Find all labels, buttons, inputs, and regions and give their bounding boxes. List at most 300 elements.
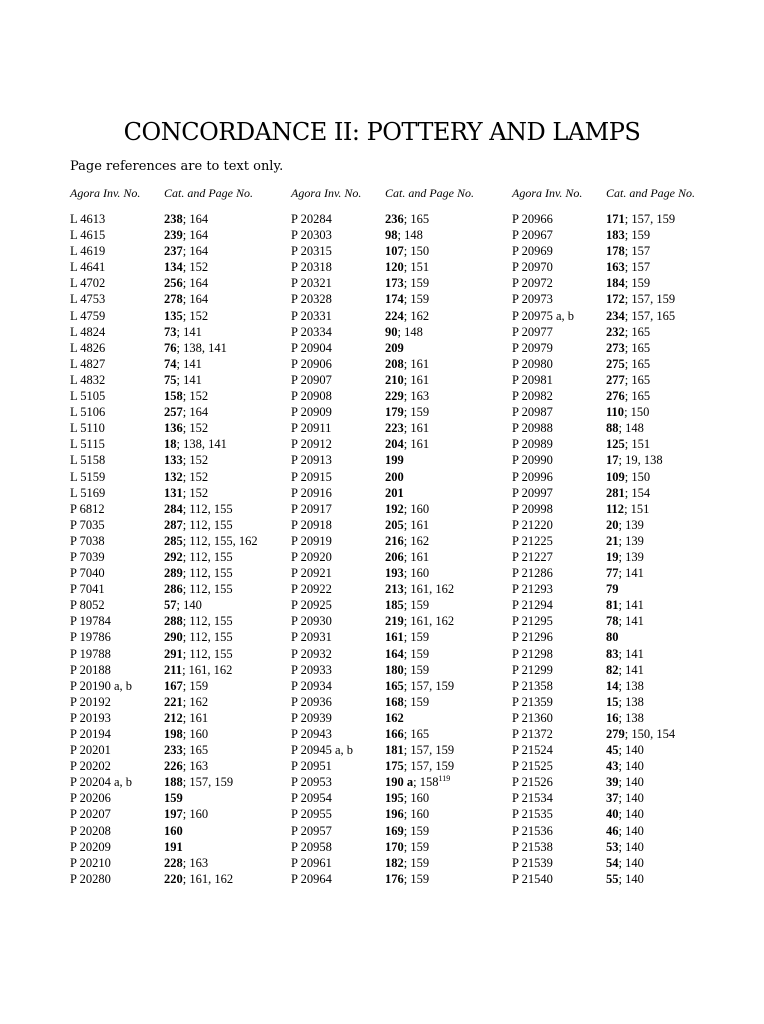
page-references: ; 159: [403, 839, 430, 854]
concordance-row: [512, 775, 742, 791]
inventory-number: P 20943: [291, 727, 332, 741]
catalogue-number: 21: [606, 533, 619, 548]
page-references: ; 150: [624, 405, 650, 420]
inventory-number: P 21296: [512, 630, 553, 645]
page-references: ; 159: [403, 405, 430, 420]
catalogue-number: 288: [164, 614, 183, 629]
catalogue-number: 176: [385, 871, 404, 886]
page-references: ; 161, 162: [403, 582, 455, 597]
catalogue-number: 257: [164, 405, 183, 420]
catalogue-number: 46: [606, 823, 619, 838]
inventory-number: L 4613: [70, 212, 106, 226]
inventory-number: L 4641: [70, 260, 106, 275]
concordance-row: [70, 405, 300, 421]
page-references: ; 159: [403, 871, 430, 886]
concordance-row: [512, 470, 742, 486]
inventory-number: P 20303: [291, 228, 332, 243]
page-references: ; 157: [624, 260, 651, 275]
page-references: ; 159: [182, 678, 209, 693]
page-references: ; 160: [182, 807, 209, 822]
concordance-row: [70, 840, 300, 856]
page-references: ; 154: [624, 485, 651, 500]
inventory-number: P 20987: [512, 405, 553, 420]
inventory-number: P 20951: [291, 759, 332, 774]
inventory-number: P 20979: [512, 340, 553, 355]
catalogue-entry: [385, 292, 429, 307]
catalogue-number: 190 a: [385, 775, 414, 790]
inventory-number: P 20954: [291, 791, 332, 806]
page-references: ; 157: [624, 244, 651, 259]
inventory-number: P 20904: [291, 340, 332, 355]
inventory-number: P 20922: [291, 582, 332, 597]
page-references: ; 161: [403, 517, 430, 532]
concordance-row: [291, 276, 521, 292]
catalogue-entry: [385, 502, 429, 517]
catalogue-number: 184: [606, 276, 625, 291]
catalogue-number: 219: [385, 614, 404, 629]
catalogue-number: 110: [606, 405, 625, 420]
header-cat: Cat. and Page No.: [385, 186, 474, 200]
page-references: ; 151: [403, 260, 430, 275]
page-references: ; 152: [182, 469, 209, 484]
inventory-number: P 21227: [512, 549, 553, 564]
catalogue-number: 112: [606, 501, 625, 516]
concordance-row: [512, 260, 742, 276]
concordance-row: [512, 357, 742, 373]
catalogue-number: 284: [164, 501, 183, 516]
catalogue-number: 88: [606, 421, 619, 436]
page-references: ; 140: [618, 807, 644, 822]
inventory-number: L 4619: [70, 244, 106, 259]
concordance-row: [291, 582, 521, 598]
catalogue-number: 14: [606, 678, 619, 693]
catalogue-entry: [385, 695, 429, 710]
page-references: ; 164: [182, 405, 209, 420]
catalogue-entry: [606, 325, 650, 340]
concordance-row: [70, 470, 300, 486]
page-references: ; 152: [182, 485, 209, 500]
catalogue-number: 185: [385, 598, 404, 613]
concordance-row: [70, 679, 300, 695]
inventory-number: P 20207: [70, 807, 111, 822]
catalogue-entry: [385, 325, 423, 340]
catalogue-number: 162: [385, 710, 404, 725]
catalogue-number: 279: [606, 727, 625, 741]
concordance-row: [512, 630, 742, 646]
catalogue-number: 277: [606, 372, 625, 387]
inventory-number: P 20917: [291, 501, 332, 516]
catalogue-entry: [164, 679, 208, 694]
inventory-number: L 5105: [70, 389, 106, 404]
page-references: ; 159: [403, 598, 430, 613]
page-references: ; 165: [624, 324, 651, 339]
page-references: ; 151: [624, 437, 651, 452]
concordance-row: [512, 647, 742, 663]
inventory-number: P 20284: [291, 212, 332, 226]
inventory-number: P 20913: [291, 453, 332, 468]
catalogue-entry: [606, 743, 644, 758]
inventory-number: P 21540: [512, 871, 553, 886]
page-references: ; 164: [182, 292, 209, 307]
catalogue-number: 229: [385, 389, 404, 404]
catalogue-number: 133: [164, 453, 183, 468]
catalogue-entry: [385, 663, 429, 678]
page-references: ; 141: [176, 356, 202, 371]
catalogue-entry: [385, 840, 429, 855]
catalogue-entry: [606, 373, 650, 388]
inventory-number: P 20973: [512, 292, 553, 307]
inventory-number: P 20194: [70, 727, 111, 741]
inventory-number: P 20934: [291, 678, 332, 693]
concordance-row: [70, 309, 300, 325]
page-references: ; 160: [403, 501, 430, 516]
concordance-row: [291, 341, 521, 357]
catalogue-entry: [606, 486, 650, 501]
page-references: ; 138: [618, 710, 644, 725]
inventory-number: P 21539: [512, 855, 553, 870]
page-references: ; 140: [618, 759, 644, 774]
catalogue-number: 197: [164, 807, 183, 822]
catalogue-number: 82: [606, 662, 619, 677]
header-cat: Cat. and Page No.: [606, 186, 695, 200]
catalogue-entry: [164, 566, 233, 581]
catalogue-number: 74: [164, 356, 177, 371]
catalogue-entry: [164, 486, 208, 501]
concordance-row: [512, 743, 742, 759]
catalogue-number: 20: [606, 517, 619, 532]
catalogue-entry: [606, 550, 644, 565]
inventory-number: P 21293: [512, 582, 553, 597]
catalogue-number: 170: [385, 839, 404, 854]
page-references: ; 159: [403, 292, 430, 307]
catalogue-number: 226: [164, 759, 183, 774]
page-references: ; 165: [624, 389, 651, 404]
header-inv: Agora Inv. No.: [291, 186, 362, 200]
catalogue-entry: [164, 743, 208, 758]
catalogue-entry: [385, 872, 429, 887]
concordance-row: [70, 292, 300, 308]
concordance-row: [70, 421, 300, 437]
concordance-row: [512, 373, 742, 389]
concordance-row: [291, 212, 521, 228]
inventory-number: P 21220: [512, 517, 553, 532]
catalogue-number: 276: [606, 389, 625, 404]
catalogue-number: 98: [385, 228, 398, 243]
catalogue-number: 83: [606, 646, 619, 661]
catalogue-entry: [164, 325, 202, 340]
concordance-row: [291, 775, 521, 791]
catalogue-number: 161: [385, 630, 404, 645]
inventory-number: P 20961: [291, 855, 332, 870]
page-references: ; 165: [624, 356, 651, 371]
catalogue-entry: [164, 276, 208, 291]
catalogue-entry: [606, 244, 650, 259]
page-references: ; 152: [182, 308, 209, 323]
concordance-row: [70, 566, 300, 582]
concordance-row: [291, 695, 521, 711]
catalogue-entry: [164, 807, 208, 822]
page-references: ; 112, 155: [182, 566, 233, 581]
page-references: ; 161: [403, 549, 430, 564]
inventory-number: P 20188: [70, 662, 111, 677]
concordance-row: [512, 502, 742, 518]
catalogue-number: 78: [606, 614, 619, 629]
concordance-row: [512, 791, 742, 807]
page-references: ; 165: [624, 340, 651, 355]
concordance-row: [512, 486, 742, 502]
catalogue-number: 125: [606, 437, 625, 452]
inventory-number: P 20930: [291, 614, 332, 629]
inventory-number: P 20996: [512, 469, 553, 484]
inventory-number: P 20925: [291, 598, 332, 613]
catalogue-entry: [385, 791, 429, 806]
catalogue-entry: [606, 598, 644, 613]
inventory-number: P 20967: [512, 228, 553, 243]
catalogue-entry: [164, 228, 208, 243]
page-references: ; 157, 159: [182, 775, 234, 790]
inventory-number: P 20977: [512, 324, 553, 339]
concordance-row: [512, 453, 742, 469]
inventory-number: P 20909: [291, 405, 332, 420]
inventory-number: L 4615: [70, 228, 106, 243]
catalogue-number: 195: [385, 791, 404, 806]
page-references: ; 161: [403, 421, 430, 436]
page-references: ; 150: [624, 469, 651, 484]
concordance-row: [70, 534, 300, 550]
inventory-number: L 4826: [70, 340, 106, 355]
catalogue-entry: [164, 759, 208, 774]
catalogue-entry: [164, 405, 208, 420]
inventory-number: P 7039: [70, 549, 105, 564]
catalogue-number: 160: [164, 823, 183, 838]
page-references: ; 157, 159: [624, 292, 676, 307]
concordance-row: [512, 212, 742, 228]
catalogue-entry: [606, 341, 650, 356]
page-references: ; 157, 159: [403, 759, 455, 774]
concordance-row: [291, 325, 521, 341]
concordance-row: [70, 630, 300, 646]
inventory-number: P 21294: [512, 598, 553, 613]
inventory-number: P 21372: [512, 727, 553, 741]
catalogue-entry: [606, 807, 644, 822]
catalogue-entry: [385, 824, 429, 839]
inventory-number: L 5159: [70, 469, 106, 484]
catalogue-number: 221: [164, 694, 183, 709]
concordance-row: [291, 437, 521, 453]
inventory-number: P 20958: [291, 839, 332, 854]
catalogue-number: 188: [164, 775, 183, 790]
inventory-number: P 21360: [512, 710, 553, 725]
catalogue-entry: [385, 212, 429, 227]
inventory-number: P 21536: [512, 823, 553, 838]
concordance-row: [291, 486, 521, 502]
catalogue-number: 256: [164, 276, 183, 291]
footnote-marker: 119: [438, 774, 451, 784]
inventory-number: P 20280: [70, 871, 111, 886]
catalogue-number: 286: [164, 582, 183, 597]
inventory-number: P 21286: [512, 566, 553, 581]
page-references: ; 112, 155: [182, 501, 233, 516]
page-references: ; 157, 159: [403, 678, 455, 693]
concordance-row: [291, 807, 521, 823]
catalogue-entry: [164, 437, 227, 452]
concordance-row: [512, 727, 742, 743]
catalogue-entry: [164, 357, 202, 372]
catalogue-number: 220: [164, 871, 183, 886]
catalogue-entry: [606, 727, 675, 742]
page-references: ; 161: [182, 710, 209, 725]
inventory-number: P 20321: [291, 276, 332, 291]
inventory-number: L 5158: [70, 453, 106, 468]
inventory-number: P 20970: [512, 260, 553, 275]
catalogue-entry: [606, 292, 675, 307]
page-references: ; 141: [176, 324, 202, 339]
catalogue-number: 135: [164, 308, 183, 323]
concordance-row: [291, 389, 521, 405]
catalogue-entry: [606, 421, 644, 436]
concordance-row: [70, 550, 300, 566]
page-references: ; 159: [403, 630, 430, 645]
inventory-number: P 7035: [70, 517, 105, 532]
inventory-number: P 20972: [512, 276, 553, 291]
page-references: ; 151: [624, 501, 650, 516]
inventory-number: P 20920: [291, 549, 332, 564]
concordance-row: [70, 759, 300, 775]
catalogue-entry: [385, 598, 429, 613]
catalogue-entry: [385, 389, 429, 404]
page-references: ; 139: [618, 517, 644, 532]
catalogue-entry: [164, 244, 208, 259]
inventory-number: P 20202: [70, 759, 111, 774]
page-references: ; 158: [413, 775, 439, 790]
inventory-number: P 20933: [291, 662, 332, 677]
concordance-row: [291, 470, 521, 486]
inventory-number: P 20955: [291, 807, 332, 822]
inventory-number: P 20957: [291, 823, 332, 838]
catalogue-number: 281: [606, 485, 625, 500]
page-references: ; 150, 154: [624, 727, 676, 741]
inventory-number: P 19784: [70, 614, 111, 629]
inventory-number: P 20932: [291, 646, 332, 661]
catalogue-number: 163: [606, 260, 625, 275]
page-references: ; 161, 162: [403, 614, 455, 629]
catalogue-number: 158: [164, 389, 183, 404]
concordance-row: [291, 534, 521, 550]
concordance-row: [512, 679, 742, 695]
catalogue-entry: [606, 212, 675, 227]
inventory-number: P 20331: [291, 308, 332, 323]
catalogue-number: 238: [164, 212, 183, 226]
catalogue-number: 109: [606, 469, 625, 484]
inventory-number: P 19786: [70, 630, 111, 645]
concordance-row: [512, 550, 742, 566]
catalogue-number: 40: [606, 807, 619, 822]
concordance-row: [70, 824, 300, 840]
concordance-row: [512, 534, 742, 550]
catalogue-entry: [164, 711, 208, 726]
concordance-row: [70, 244, 300, 260]
concordance-row: [70, 357, 300, 373]
catalogue-number: 171: [606, 212, 625, 226]
concordance-row: [70, 341, 300, 357]
concordance-row: [291, 856, 521, 872]
concordance-row: [512, 759, 742, 775]
concordance-row: [512, 341, 742, 357]
catalogue-entry: [164, 647, 233, 662]
page-references: ; 160: [403, 566, 430, 581]
catalogue-entry: [385, 727, 429, 742]
catalogue-entry: [606, 357, 650, 372]
concordance-row: [512, 840, 742, 856]
concordance-row: [512, 309, 742, 325]
page-references: ; 157, 159: [403, 743, 455, 758]
catalogue-number: 76: [164, 340, 177, 355]
concordance-row: [512, 325, 742, 341]
catalogue-number: 107: [385, 244, 404, 259]
inventory-number: P 20210: [70, 855, 111, 870]
inventory-number: P 19788: [70, 646, 111, 661]
page-references: ; 140: [618, 775, 644, 790]
catalogue-number: 166: [385, 727, 404, 741]
catalogue-number: 201: [385, 485, 404, 500]
page-references: ; 141: [618, 646, 644, 661]
catalogue-number: 208: [385, 356, 404, 371]
catalogue-entry: [164, 341, 227, 356]
catalogue-number: 196: [385, 807, 404, 822]
inventory-number: P 7041: [70, 582, 105, 597]
concordance-row: [291, 598, 521, 614]
catalogue-entry: [385, 759, 454, 774]
concordance-row: [512, 856, 742, 872]
catalogue-number: 120: [385, 260, 404, 275]
inventory-number: L 4824: [70, 324, 106, 339]
column-header: [70, 186, 300, 212]
inventory-number: P 21295: [512, 614, 553, 629]
catalogue-entry: [385, 470, 404, 485]
catalogue-entry: [164, 550, 233, 565]
page-references: ; 148: [397, 228, 423, 243]
page-references: ; 165: [403, 212, 430, 226]
header-inv: Agora Inv. No.: [512, 186, 583, 200]
page-references: ; 161, 162: [182, 662, 233, 677]
catalogue-number: 18: [164, 437, 177, 452]
inventory-number: P 21538: [512, 839, 553, 854]
concordance-row: [512, 244, 742, 260]
concordance-row: [70, 647, 300, 663]
inventory-number: P 8052: [70, 598, 105, 613]
inventory-number: P 20921: [291, 566, 332, 581]
concordance-row: [291, 405, 521, 421]
catalogue-entry: [385, 357, 429, 372]
inventory-number: P 20908: [291, 389, 332, 404]
catalogue-entry: [606, 614, 644, 629]
concordance-row: [70, 743, 300, 759]
page-references: ; 112, 155: [182, 549, 233, 564]
concordance-row: [512, 276, 742, 292]
concordance-row: [291, 840, 521, 856]
concordance-row: [291, 727, 521, 743]
catalogue-number: 233: [164, 743, 183, 758]
page-references: ; 159: [403, 694, 430, 709]
page-references: ; 160: [182, 727, 209, 741]
catalogue-entry: [164, 502, 233, 517]
catalogue-number: 164: [385, 646, 404, 661]
page-references: ; 162: [403, 533, 430, 548]
catalogue-number: 285: [164, 533, 183, 548]
catalogue-entry: [385, 421, 429, 436]
concordance-column-3: [512, 186, 742, 888]
catalogue-entry: [606, 309, 675, 324]
